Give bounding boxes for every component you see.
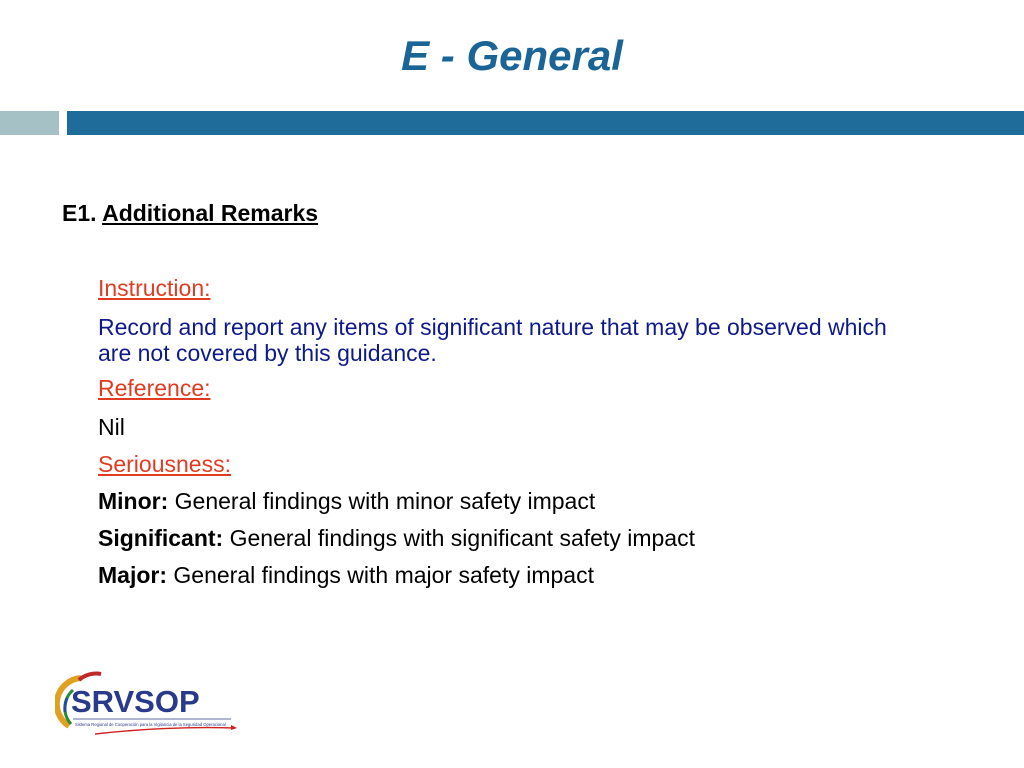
header-accent-bar-left [0,111,59,135]
level-label: Major: [98,562,167,588]
reference-text: Nil [98,414,125,440]
logo-text: SRVSOP [71,684,200,719]
instruction-text: Record and report any items of significant nature that may be observed which are not covered by this guidance. [98,314,887,366]
header-accent-bar [67,111,1024,135]
level-text: General findings with significant safety impact [229,525,695,551]
level-text: General findings with major safety impact [173,562,594,588]
slide-title: E - General [401,32,623,79]
reference-label: Reference: [98,375,211,401]
section-number: E1. [62,200,97,226]
level-label: Significant: [98,525,224,551]
section-heading [62,199,318,227]
seriousness-major [98,562,898,588]
srvsop-logo [55,668,240,738]
section-name: Additional Remarks [102,200,319,226]
seriousness-minor [98,488,898,514]
level-text: General findings with minor safety impact [174,488,596,514]
seriousness-significant [98,525,898,551]
logo-tagline: Sistema Regional de Cooperación para la Vigilancia de la Seguridad Operacional [75,722,226,727]
seriousness-label: Seriousness: [98,451,231,477]
instruction-label: Instruction: [98,275,211,301]
level-label: Minor: [98,488,169,514]
